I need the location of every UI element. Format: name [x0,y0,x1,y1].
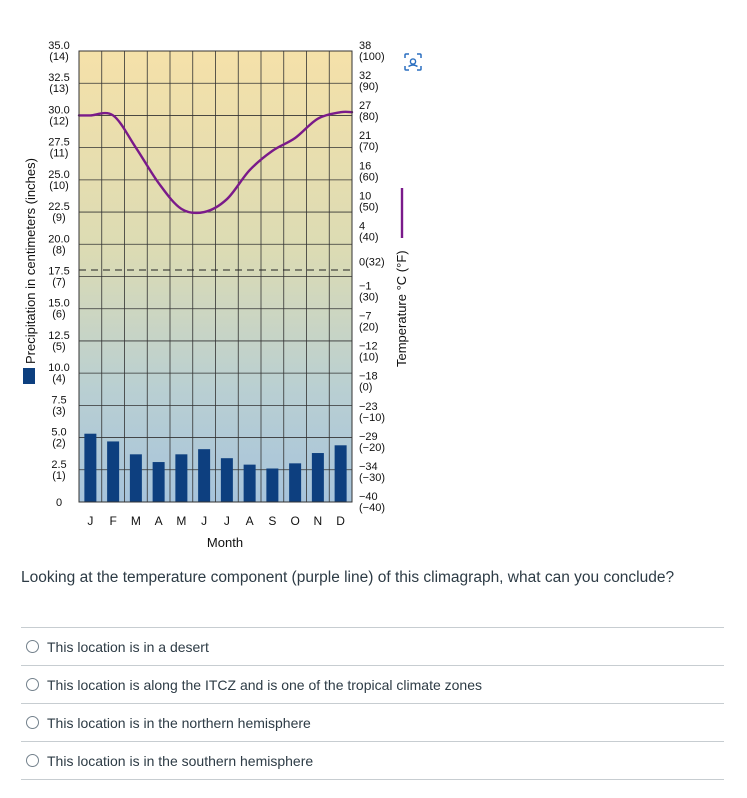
precipitation-bar-J [221,458,233,502]
precip-tick-label-inches: (5) [52,340,66,353]
precip-tick-label-inches: (6) [52,308,66,321]
precip-tick-label: 25.0 [48,168,70,181]
precipitation-bar-N [312,453,324,502]
precip-tick-label-inches: (10) [49,179,69,192]
precip-tick-label: 35.0 [48,40,70,52]
precip-tick-label-inches: (7) [52,276,66,289]
precip-tick-label: 22.5 [48,201,70,214]
temp-tick-label-fahrenheit: (0) [359,381,373,394]
answer-label: This location is along the ITCZ and is one of the tropical climate zones [47,676,482,693]
radio-button[interactable] [26,754,39,767]
precip-tick-label-inches: (14) [49,51,69,63]
precip-tick-label: 5.0 [51,426,67,439]
precipitation-bar-O [289,463,301,502]
month-label-8: S [268,514,277,528]
answer-option-itcz-tropical[interactable] [21,665,724,703]
temp-tick-label: −23 [359,400,378,413]
precip-tick-label-inches: (12) [49,115,69,128]
temp-tick-label: 21 [359,130,372,143]
answer-options [21,627,724,780]
month-label-2: M [130,514,141,528]
precipitation-axis-ticks [48,40,69,509]
temp-tick-label-fahrenheit: (60) [359,171,379,184]
precip-tick-label: 12.5 [48,329,70,342]
precip-tick-label-inches: (13) [49,83,69,96]
temp-tick-label: 10 [359,190,372,203]
precipitation-bar-J [198,449,210,502]
month-label-6: J [223,514,230,528]
temp-tick-label: −12 [359,340,378,353]
zoom-image-icon[interactable] [403,52,423,72]
temp-tick-label-fahrenheit: (20) [359,321,379,334]
precip-tick-label: 32.5 [48,72,70,85]
precipitation-legend-swatch [23,368,35,384]
month-label-5: J [201,514,208,528]
precip-tick-label-inches: (11) [49,147,69,160]
answer-option-southern-hemisphere[interactable] [21,741,724,780]
precip-tick-label: 10.0 [48,362,70,375]
temp-tick-label: −40 [359,491,378,503]
temp-tick-label: 27 [359,100,372,113]
precip-tick-label-inches: (3) [52,405,66,418]
month-labels [87,514,345,528]
precip-tick-label-inches: (9) [52,212,66,225]
precip-tick-label: 30.0 [48,104,70,117]
precipitation-bar-S [266,468,278,502]
temp-tick-label-fahrenheit: (100) [359,51,385,63]
temp-tick-label: 32 [359,70,372,83]
answer-option-desert[interactable] [21,627,724,665]
precip-tick-label: 0 [55,497,63,509]
radio-button[interactable] [26,640,39,653]
month-label-10: N [313,514,323,528]
precipitation-bar-J [84,434,96,502]
month-label-11: D [336,514,345,528]
precip-tick-label: 20.0 [48,233,70,246]
radio-button[interactable] [26,678,39,691]
precip-tick-label-inches: (8) [52,244,66,257]
precipitation-bar-M [175,454,187,502]
temp-tick-label-fahrenheit: (−30) [359,471,385,484]
precip-tick-label-inches: (2) [52,437,66,450]
temp-tick-label-fahrenheit: (70) [359,141,379,154]
temp-tick-label: 16 [359,160,372,173]
temperature-axis-ticks [359,40,385,514]
y-axis-left-label: Precipitation in centimeters (inches) [23,158,38,364]
temp-tick-label-fahrenheit: (−40) [359,502,385,514]
month-label-4: M [176,514,187,528]
month-label-9: O [290,514,300,528]
temp-tick-label-fahrenheit: (30) [359,291,379,304]
answer-label: This location is in a desert [47,638,209,655]
temp-tick-label: −18 [359,370,378,383]
x-axis-label: Month [206,535,244,550]
precipitation-bar-F [107,441,119,502]
precipitation-bar-D [335,445,347,502]
temp-tick-label-fahrenheit: (−20) [359,441,385,454]
temp-tick-label: −29 [359,430,378,443]
precipitation-bar-M [130,454,142,502]
temp-tick-label: −34 [359,460,378,473]
temp-tick-label-fahrenheit: (−10) [359,411,385,424]
precipitation-bar-A [244,465,256,502]
temp-tick-label: −1 [359,280,372,293]
precipitation-bar-A [153,462,165,502]
temp-tick-label: −7 [359,310,372,323]
answer-label: This location is in the southern hemisphere [47,752,314,769]
precip-tick-label: 15.0 [48,297,70,310]
precip-tick-label-inches: (4) [52,373,66,386]
temp-tick-label: 4 [359,220,366,233]
temp-tick-label-fahrenheit: (40) [359,231,379,244]
temp-tick-label-fahrenheit: (90) [359,81,379,94]
month-label-0: J [87,514,94,528]
precip-tick-label: 27.5 [48,136,70,149]
temp-tick-label: 0(32) [359,256,385,269]
answer-option-northern-hemisphere[interactable] [21,703,724,741]
precip-tick-label-inches: (1) [52,469,66,482]
precip-tick-label: 2.5 [51,458,67,471]
precip-tick-label: 7.5 [51,394,67,407]
precip-tick-label: 17.5 [48,265,70,278]
month-label-3: A [154,514,163,528]
temp-tick-label-fahrenheit: (80) [359,111,379,124]
temp-tick-label-fahrenheit: (50) [359,201,379,214]
y-axis-right-label: Temperature °C (°F) [394,250,409,367]
month-label-7: A [245,514,254,528]
temp-tick-label-fahrenheit: (10) [359,351,379,364]
radio-button[interactable] [26,716,39,729]
answer-label: This location is in the northern hemisphere [47,714,311,731]
month-label-1: F [109,514,117,528]
temp-tick-label: 38 [359,40,372,52]
question-text: Looking at the temperature component (purple line) of this climagraph, what can you conclude? [21,569,675,586]
